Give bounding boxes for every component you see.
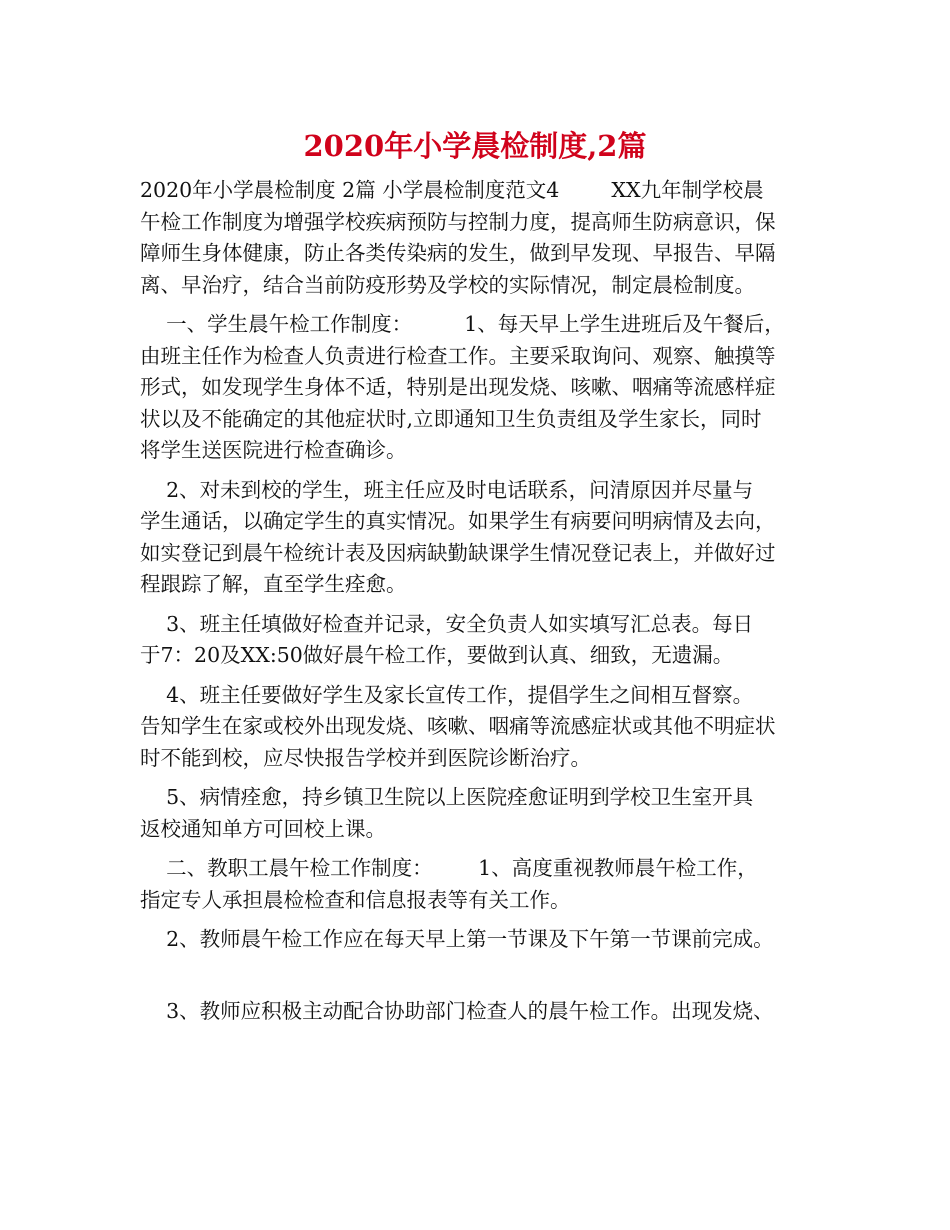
body-line: 形式，如发现学生身体不适，特别是出现发烧、咳嗽、咽痛等流感样症 xyxy=(140,375,776,399)
body-line: 障师生身体健康，防止各类传染病的发生，做到早发现、早报告、早隔 xyxy=(140,241,776,265)
body-line: 学生通话，以确定学生的真实情况。如果学生有病要问明病情及去向， xyxy=(140,509,776,533)
body-line: 5、病情痊愈，持乡镇卫生院以上医院痊愈证明到学校卫生室开具 xyxy=(140,785,754,809)
body-line: 将学生送医院进行检查确诊。 xyxy=(140,438,407,462)
body-line: 返校通知单方可回校上课。 xyxy=(140,816,386,841)
body-line: 离、早治疗，结合当前防疫形势及学校的实际情况，制定晨检制度。 xyxy=(140,272,755,297)
document-body xyxy=(140,175,830,1027)
body-line: 由班主任作为检查人负责进行检查工作。主要采取询问、观察、触摸等 xyxy=(140,343,776,368)
body-line: 一、学生晨午检工作制度： 1、每天早上学生进班后及午餐后， xyxy=(140,312,785,336)
body-line: 程跟踪了解，直至学生痊愈。 xyxy=(140,572,407,596)
body-line: 2020年小学晨检制度 2篇 小学晨检制度范文4 XX九年制学校晨 xyxy=(140,178,764,202)
body-line: 指定专人承担晨检检查和信息报表等有关工作。 xyxy=(140,887,571,912)
body-line: 告知学生在家或校外出现发烧、咳嗽、咽痛等流感症状或其他不明症状 xyxy=(140,714,776,738)
body-line: 如实登记到晨午检统计表及因病缺勤缺课学生情况登记表上，并做好过 xyxy=(140,540,776,565)
body-line: 2、对未到校的学生，班主任应及时电话联系，问清原因并尽量与 xyxy=(140,477,754,502)
body-line: 于7：20及XX:50做好晨午检工作，要做到认真、细致，无遗漏。 xyxy=(140,643,734,667)
body-line: 状以及不能确定的其他症状时,立即通知卫生负责组及学生家长，同时 xyxy=(140,406,762,431)
document-title: 2020年小学晨检制度,2篇 xyxy=(303,129,647,163)
body-line: 3、班主任填做好检查并记录，安全负责人如实填写汇总表。每日 xyxy=(140,611,754,636)
body-line: 2、教师晨午检工作应在每天早上第一节课及下午第一节课前完成。 xyxy=(140,927,774,951)
body-line: 午检工作制度为增强学校疾病预防与控制力度，提高师生防病意识，保 xyxy=(140,209,776,234)
body-line: 3、教师应积极主动配合协助部门检查人的晨午检工作。出现发烧、 xyxy=(140,998,774,1023)
body-line: 时不能到校，应尽快报告学校并到医院诊断治疗。 xyxy=(140,745,591,770)
body-line: 4、班主任要做好学生及家长宣传工作，提倡学生之间相互督察。 xyxy=(140,682,754,707)
body-line: 二、教职工晨午检工作制度： 1、高度重视教师晨午检工作， xyxy=(140,856,758,880)
